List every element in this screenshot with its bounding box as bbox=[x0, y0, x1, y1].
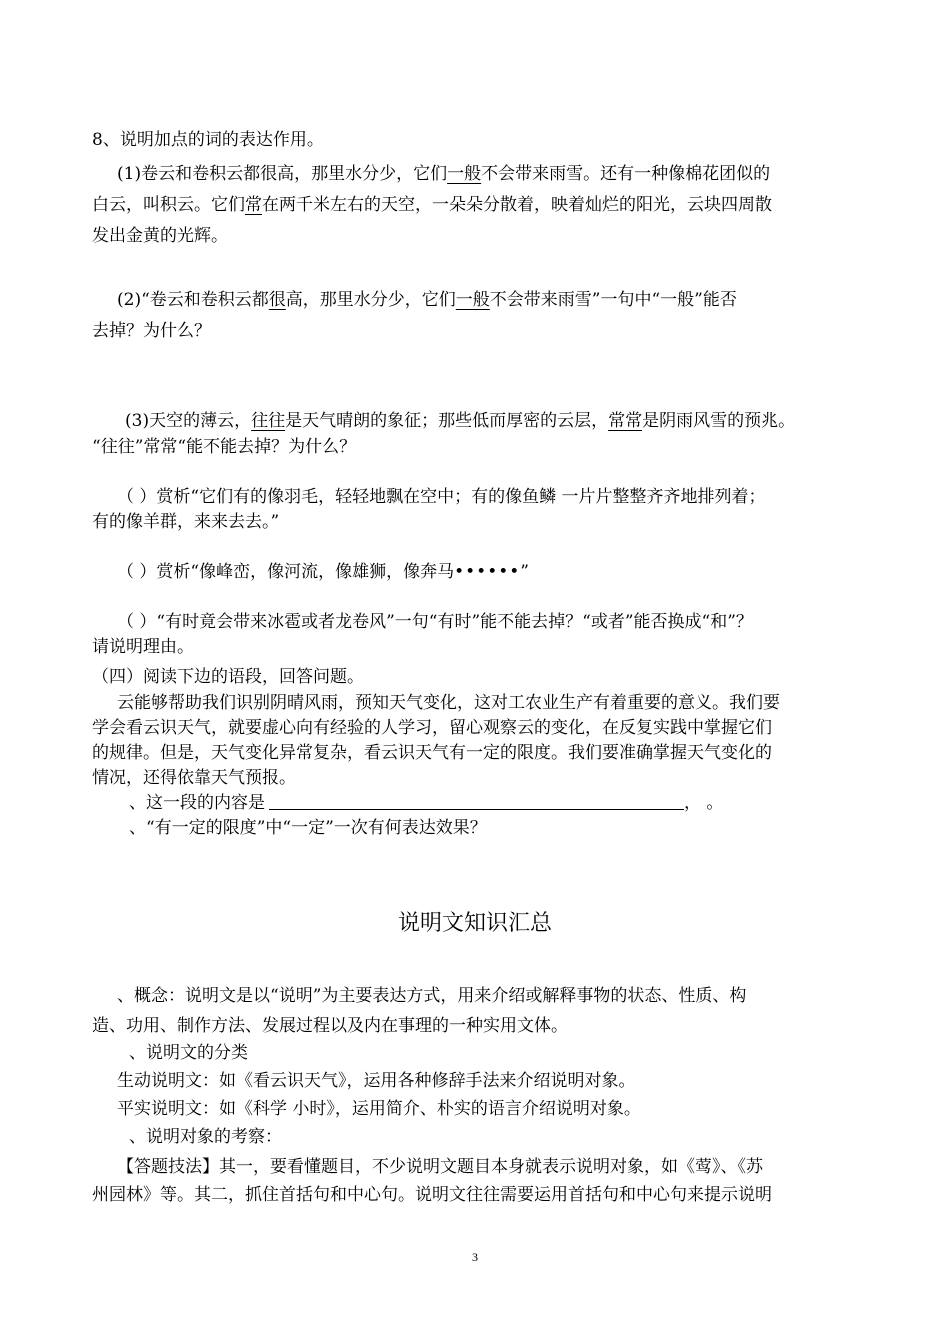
q8-p3-line1 bbox=[125, 410, 795, 432]
text: ” bbox=[520, 562, 529, 582]
q8-p3-line2: “往往”常常“能不能去掉？为什么？ bbox=[92, 437, 357, 457]
q8-p2-line1 bbox=[117, 289, 737, 311]
text: 不会带来雨雪”一句中“一般”能否 bbox=[489, 290, 737, 310]
text: 是天气晴朗的象征；那些低而厚密的云层， bbox=[285, 411, 609, 431]
q1-label: 、这一段的内容是 bbox=[129, 793, 265, 813]
text: 在两千米左右的天空，一朵朵分散着，映着灿烂的阳光，云块四周散 bbox=[262, 195, 772, 215]
q8-p1-line1 bbox=[117, 163, 770, 185]
underlined-word: 一般 bbox=[447, 164, 482, 184]
q8-p4-line1: （ ）赏析“它们有的像羽毛，轻轻地飘在空中；有的像鱼鳞 一片片整整齐齐地排列着； bbox=[117, 487, 766, 507]
sec4-q2: 、“有一定的限度”中“一定”一次有何表达效果？ bbox=[129, 818, 487, 838]
summary-title: 说明文知识汇总 bbox=[397, 911, 552, 936]
sec4-heading: （四）阅读下边的语段，回答问题。 bbox=[92, 667, 364, 687]
text: 是阴雨风雪的预兆。 bbox=[642, 411, 796, 431]
ellipsis-dots: •••••• bbox=[454, 562, 521, 582]
q8-p4-line2: 有的像羊群，来来去去。” bbox=[92, 512, 280, 532]
underlined-word: 一般 bbox=[455, 290, 490, 310]
vivid-expository: 生动说明文：如《看云识天气》，运用各种修辞手法来介绍说明对象。 bbox=[117, 1071, 636, 1091]
q8-p1-line2 bbox=[92, 194, 772, 216]
q8-heading: 8、说明加点的词的表达作用。 bbox=[92, 130, 324, 150]
q8-p2-line2: 去掉？为什么？ bbox=[92, 321, 211, 341]
underlined-word: 常常 bbox=[608, 411, 643, 431]
sec4-para-line4: 情况，还得依靠天气预报。 bbox=[92, 768, 296, 788]
text: （ ）赏析“像峰峦，像河流，像雄狮，像奔马 bbox=[117, 562, 455, 582]
text: 白云，叫积云。它们 bbox=[92, 195, 245, 215]
q8-p6-line1: （ ）“有时竟会带来冰雹或者龙卷风”一句“有时”能不能去掉？“或者”能否换成“和”？ bbox=[117, 612, 753, 632]
q8-p1-line3: 发出金黄的光辉。 bbox=[92, 226, 228, 246]
object-heading: 、说明对象的考察： bbox=[129, 1127, 282, 1147]
answer-blank-line bbox=[269, 793, 684, 810]
classification-heading: 、说明文的分类 bbox=[129, 1043, 248, 1063]
q8-p5-line1 bbox=[117, 561, 529, 583]
sec4-para-line2: 学会看云识天气，就要虚心向有经验的人学习，留心观察云的变化，在反复实践中掌握它们 bbox=[92, 718, 772, 738]
concept-line1: 、概念：说明文是以“说明”为主要表达方式，用来介绍或解释事物的状态、性质、构 bbox=[117, 986, 747, 1006]
text: 不会带来雨雪。还有一种像棉花团似的 bbox=[481, 164, 771, 184]
q8-p6-line2: 请说明理由。 bbox=[92, 637, 194, 657]
sec4-para-line3: 的规律。但是，天气变化异常复杂，看云识天气有一定的限度。我们要准确掌握天气变化的 bbox=[92, 743, 772, 763]
q1-end: ， 。 bbox=[684, 793, 724, 813]
sec4-para-line1: 云能够帮助我们识别阴晴风雨，预知天气变化，这对工农业生产有着重要的意义。我们要 bbox=[117, 693, 780, 713]
text: (2)“卷云和卷积云都 bbox=[117, 290, 269, 310]
text: 高，那里水分少，它们 bbox=[285, 290, 456, 310]
underlined-word: 很 bbox=[268, 290, 286, 310]
plain-expository: 平实说明文：如《科学 小时》，运用简介、朴实的语言介绍说明对象。 bbox=[117, 1099, 641, 1119]
concept-line2: 造、功用、制作方法、发展过程以及内在事理的一种实用文体。 bbox=[92, 1016, 568, 1036]
sec4-q1 bbox=[129, 792, 723, 814]
underlined-word: 往往 bbox=[251, 411, 286, 431]
text: (3)天空的薄云， bbox=[125, 411, 252, 431]
tip-line2: 州园林》等。其二，抓住首括句和中心句。说明文往往需要运用首括句和中心句来提示说明 bbox=[92, 1185, 772, 1205]
page-number: 3 bbox=[472, 1250, 478, 1264]
underlined-word: 常 bbox=[245, 195, 262, 215]
tip-line1: 【答题技法】其一，要看懂题目，不少说明文题目本身就表示说明对象，如《莺》、《苏 bbox=[117, 1157, 763, 1177]
text: (1)卷云和卷积云都很高，那里水分少，它们 bbox=[117, 164, 448, 184]
